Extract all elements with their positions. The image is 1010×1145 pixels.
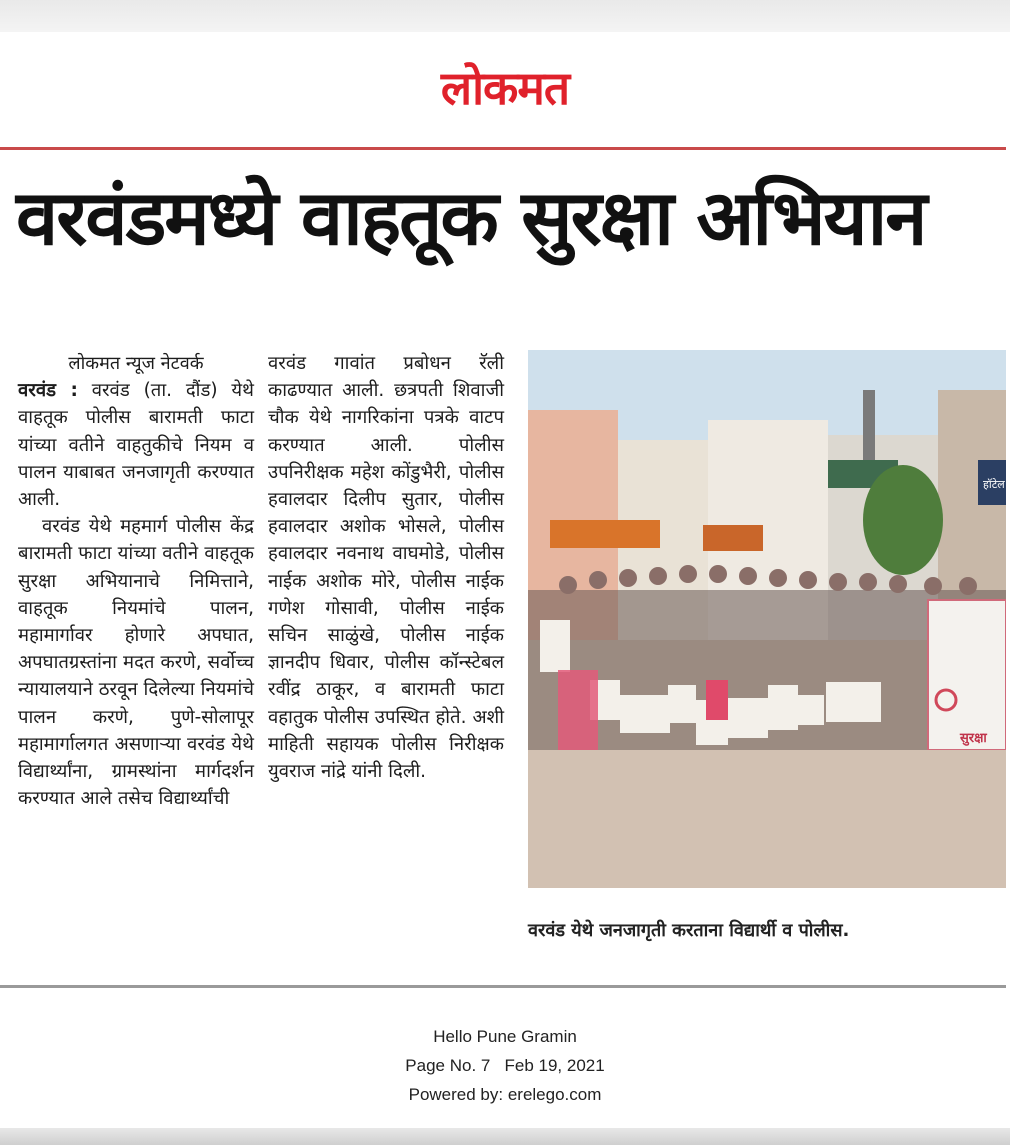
- article-paragraph-1-text: वरवंड (ता. दौंड) येथे वाहतूक पोलीस बारामती फाटा यांच्या वतीने वाहतुकीचे नियम व पालन याबाबत जनजागृती करण्यात आली.: [18, 380, 254, 511]
- article-column-1: [18, 350, 254, 812]
- article-byline: लोकमत न्यूज नेटवर्क: [68, 353, 204, 374]
- masthead-rule: [0, 147, 1006, 150]
- footer-page-date: Page No. 7 Feb 19, 2021: [405, 1056, 605, 1075]
- photo-banner-text: सुरक्षा: [960, 731, 987, 746]
- article-headline: वरवंडमध्ये वाहतूक सुरक्षा अभियान: [16, 173, 926, 262]
- photo-sign-text: हॉटेल: [983, 478, 1005, 491]
- article-paragraph-2: वरवंड येथे महमार्ग पोलीस केंद्र बारामती फाटा यांच्या वतीने वाहतूक सुरक्षा अभियानाचे निमित्ताने, वाहतूक नियमांचे पालन, महामार्गावर होणारे अपघात, अपघातग्रस्तांना मदत करणे, सर्वोच्च न्यायालयाने ठरवून दिलेल्या नियमांचे पालन करणे, पुणे-सोलापूर महामार्गालगत असणाऱ्या वरवंड येथे विद्यार्थ्यांना, ग्रामस्थांना मार्गदर्शन करण्यात आले तसेच विद्यार्थ्यांची: [18, 516, 254, 810]
- article-paragraph-3: वरवंड गावांत प्रबोधन रॅली काढण्यात आली. छत्रपती शिवाजी चौक येथे नागरिकांना पत्रके वाटप करण्यात आली. पोलीस उपनिरीक्षक महेश कोंडुभैरी, पोलीस हवालदार दिलीप सुतार, पोलीस हवालदार अशोक भोसले, पोलीस हवालदार नवनाथ वाघमोडे, पोलीस नाईक अशोक मोरे, पोलीस नाईक गणेश गोसावी, पोलीस नाईक सचिन साळुंखे, पोलीस नाईक ज्ञानदीप धिवार, पोलीस कॉन्स्टेबल रवींद्र ठाकूर, व बारामती फाटा वहातुक पोलीस उपस्थित होते. अशी माहिती सहायक पोलीस निरीक्षक युवराज नांद्रे यांनी दिली.: [268, 353, 504, 783]
- photo-caption: वरवंड येथे जनजागृती करताना विद्यार्थी व पोलीस.: [528, 920, 850, 941]
- footer-rule: [0, 985, 1006, 988]
- article-photo: [528, 350, 1006, 888]
- article-column-2: [268, 350, 504, 785]
- top-bar: [0, 0, 1010, 32]
- newspaper-masthead: लोकमत: [440, 61, 570, 115]
- article-dateline: वरवंड :: [18, 380, 78, 402]
- footer-publication: Hello Pune Gramin: [433, 1027, 577, 1046]
- article-paragraph-1: [18, 377, 254, 513]
- footer-powered-by: Powered by: erelego.com: [408, 1085, 602, 1104]
- photo-illustration: [528, 350, 1006, 888]
- bottom-bar: [0, 1128, 1010, 1145]
- page-footer: [0, 1022, 1010, 1109]
